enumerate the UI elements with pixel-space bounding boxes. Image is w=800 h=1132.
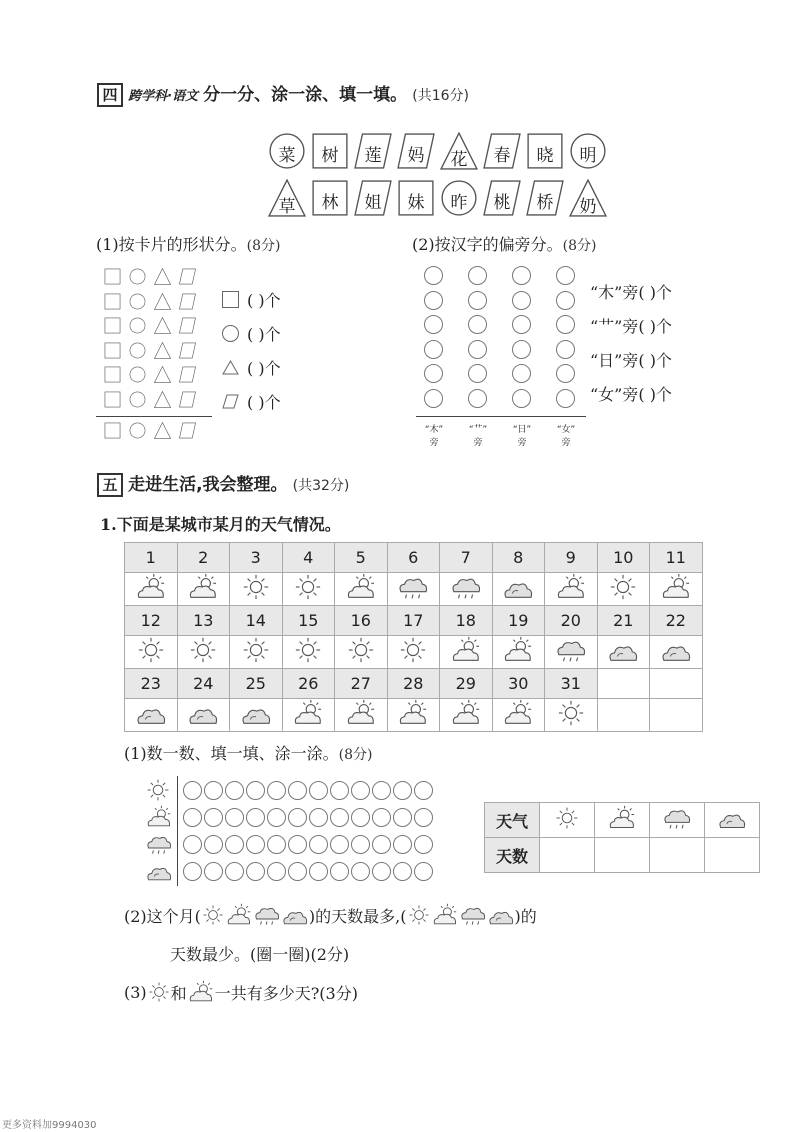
radical-tally-circle[interactable] — [512, 364, 531, 383]
radical-tally-circle[interactable] — [512, 389, 531, 408]
triangle-count-blank[interactable]: ( )个 — [247, 358, 281, 378]
rain-icon — [450, 573, 482, 601]
parallelogram-tally-cell[interactable] — [179, 268, 196, 285]
char-card-parallelogram — [354, 179, 392, 217]
shape-tally-row — [104, 317, 196, 334]
s5-q1-label: (1)数一数、填一填、涂一涂。(8分) — [124, 744, 373, 763]
calendar-date: 9 — [545, 543, 598, 573]
radical-tally-circle[interactable] — [512, 315, 531, 334]
square-tally-cell[interactable] — [104, 342, 121, 359]
bubble-row — [183, 808, 435, 835]
s4-q1-label: (1)按卡片的形状分。(8分) — [96, 235, 281, 254]
calendar-date: 25 — [230, 669, 283, 699]
bubble-circle[interactable] — [330, 835, 349, 854]
bubble-circle[interactable] — [351, 862, 370, 881]
char-card-parallelogram — [397, 132, 435, 170]
bubble-circle[interactable] — [372, 781, 391, 800]
calendar-date: 20 — [545, 606, 598, 636]
char-card-text: 林 — [321, 193, 339, 213]
bubble-circle[interactable] — [309, 835, 328, 854]
partly-cloudy-icon — [187, 980, 215, 1004]
section5-score: (共32分) — [292, 478, 350, 494]
radical-axis-label: “艹” 旁 — [468, 425, 488, 448]
char-card-square — [397, 179, 435, 217]
square-tally-cell[interactable] — [104, 391, 121, 408]
char-card-text: 妹 — [407, 193, 425, 213]
bubble-circle[interactable] — [309, 781, 328, 800]
triangle-tally-cell[interactable] — [154, 293, 171, 310]
bubble-circle[interactable] — [246, 808, 265, 827]
calendar-date: 28 — [387, 669, 440, 699]
rain-icon — [397, 573, 429, 601]
radical-tally-circle[interactable] — [556, 340, 575, 359]
bubble-legend — [145, 778, 173, 883]
char-card-circle — [440, 179, 478, 217]
bubble-circle[interactable] — [246, 862, 265, 881]
square-tally-cell[interactable] — [104, 422, 121, 439]
shape-tally-row — [104, 342, 196, 359]
radical-answer-cao[interactable]: “艹”旁( )个 — [590, 317, 672, 336]
radical-tally-circle[interactable] — [468, 266, 487, 285]
section4-title: 分一分、涂一涂、填一填。 — [203, 85, 408, 105]
partly-cloudy-icon — [345, 699, 377, 727]
calendar-date-row — [125, 543, 703, 573]
triangle-tally-cell[interactable] — [154, 422, 171, 439]
sun-icon — [397, 636, 429, 664]
parallelogram-tally-cell[interactable] — [179, 366, 196, 383]
square-tally-cell[interactable] — [104, 317, 121, 334]
calendar-date: 11 — [650, 543, 703, 573]
s5-q3: (3) 和 一共有多少天?(3分) — [124, 980, 358, 1004]
circle-tally-cell[interactable] — [129, 342, 146, 359]
bubble-circle[interactable] — [330, 808, 349, 827]
bubble-circle[interactable] — [183, 862, 202, 881]
char-card-text: 晓 — [536, 146, 554, 166]
bubble-circle[interactable] — [393, 781, 412, 800]
char-card-text: 花 — [450, 150, 468, 170]
calendar-date: 18 — [440, 606, 493, 636]
circle-tally-cell[interactable] — [129, 422, 146, 439]
radical-tally-circle[interactable] — [424, 315, 443, 334]
partly-cloudy-icon — [502, 699, 534, 727]
square-count-blank[interactable]: ( )个 — [247, 290, 281, 310]
cards-row-2 — [268, 179, 608, 219]
s4-q2-label: (2)按汉字的偏旁分。(8分) — [412, 235, 597, 254]
bubble-circle[interactable] — [372, 808, 391, 827]
bubble-circle[interactable] — [183, 835, 202, 854]
bubble-circle[interactable] — [267, 808, 286, 827]
bubble-circle[interactable] — [372, 862, 391, 881]
bubble-circle[interactable] — [204, 781, 223, 800]
bubble-circle[interactable] — [351, 781, 370, 800]
char-card-text: 昨 — [450, 193, 468, 213]
parallelogram-tally-cell[interactable] — [179, 293, 196, 310]
triangle-tally-cell[interactable] — [154, 317, 171, 334]
circle-tally-cell[interactable] — [129, 268, 146, 285]
partly-days-input[interactable] — [595, 838, 650, 873]
cloudy-icon — [717, 805, 747, 831]
char-card-parallelogram — [483, 179, 521, 217]
calendar-date: 17 — [387, 606, 440, 636]
char-card-text: 春 — [493, 146, 511, 166]
bubble-circle[interactable] — [225, 808, 244, 827]
bubble-circle[interactable] — [225, 781, 244, 800]
section4-number: 四 — [97, 83, 123, 107]
char-card-text: 莲 — [364, 146, 382, 166]
shape-tally-row — [104, 366, 196, 383]
radical-tally-circle[interactable] — [556, 364, 575, 383]
partly-cloudy-icon — [145, 805, 173, 829]
partly-cloudy-icon[interactable] — [225, 903, 253, 927]
radical-tally-circle[interactable] — [424, 266, 443, 285]
calendar-date: 16 — [335, 606, 388, 636]
shape-answers — [222, 282, 281, 418]
bubble-circle[interactable] — [414, 835, 433, 854]
calendar-date: 3 — [230, 543, 283, 573]
calendar-weather-row — [125, 699, 703, 732]
char-card-square — [311, 132, 349, 170]
cloudy-icon — [135, 699, 167, 727]
partly-cloudy-icon — [345, 573, 377, 601]
partly-cloudy-icon — [135, 573, 167, 601]
bubble-circle[interactable] — [414, 781, 433, 800]
shape-tally-row — [104, 293, 196, 310]
bubble-row — [183, 835, 435, 862]
calendar-date: 10 — [597, 543, 650, 573]
table-label-days: 天数 — [485, 838, 540, 873]
calendar-date: 8 — [492, 543, 545, 573]
circle-tally-cell[interactable] — [129, 366, 146, 383]
circle-tally-cell[interactable] — [129, 391, 146, 408]
bubble-circle[interactable] — [288, 781, 307, 800]
calendar-date: 15 — [282, 606, 335, 636]
parallelogram-count-blank[interactable]: ( )个 — [247, 392, 281, 412]
radical-axis-label: “女” 旁 — [556, 425, 576, 448]
bubble-circle[interactable] — [393, 808, 412, 827]
bubble-circle[interactable] — [330, 862, 349, 881]
parallelogram-tally-cell[interactable] — [179, 342, 196, 359]
rain-icon[interactable] — [459, 903, 487, 927]
rain-icon — [555, 636, 587, 664]
bubble-circle[interactable] — [372, 835, 391, 854]
square-tally-cell[interactable] — [104, 268, 121, 285]
bubble-circle[interactable] — [225, 835, 244, 854]
bubble-circle[interactable] — [414, 862, 433, 881]
bubble-circle[interactable] — [183, 808, 202, 827]
footer-note: 更多资料加9994030 — [2, 1120, 97, 1131]
sun-icon — [147, 981, 171, 1003]
calendar-date: 14 — [230, 606, 283, 636]
parallelogram-icon — [222, 394, 239, 409]
sun-icon — [607, 573, 639, 601]
radical-tally-circle[interactable] — [468, 315, 487, 334]
calendar-date-row — [125, 606, 703, 636]
section4-header — [97, 80, 469, 107]
bubble-circle[interactable] — [225, 862, 244, 881]
partly-cloudy-icon — [660, 573, 692, 601]
section5-title: 走进生活,我会整理。 — [128, 475, 288, 495]
radical-tally-circle[interactable] — [424, 389, 443, 408]
bubble-circle[interactable] — [309, 808, 328, 827]
radical-tally-circle[interactable] — [512, 340, 531, 359]
bubble-circle[interactable] — [351, 808, 370, 827]
calendar-date: 4 — [282, 543, 335, 573]
partly-cloudy-icon — [555, 573, 587, 601]
partly-cloudy-icon — [502, 636, 534, 664]
calendar-date: 12 — [125, 606, 178, 636]
bubble-rows — [183, 781, 435, 889]
partly-cloudy-icon — [397, 699, 429, 727]
char-card-text: 明 — [579, 146, 597, 166]
bubble-circle[interactable] — [267, 835, 286, 854]
cloudy-icon[interactable] — [487, 903, 515, 927]
char-card-square — [526, 132, 564, 170]
radical-tally-circle[interactable] — [424, 291, 443, 310]
radical-tally-circle[interactable] — [556, 315, 575, 334]
parallelogram-tally-cell[interactable] — [179, 391, 196, 408]
bubble-circle[interactable] — [393, 862, 412, 881]
char-card-text: 草 — [278, 197, 296, 217]
bubble-circle[interactable] — [246, 781, 265, 800]
calendar-date: 26 — [282, 669, 335, 699]
rain-icon — [145, 832, 173, 856]
s5-q2-line2: 天数最少。(圈一圈)(2分) — [170, 945, 350, 964]
sunny-days-input[interactable] — [540, 838, 595, 873]
triangle-tally-cell[interactable] — [154, 366, 171, 383]
rain-days-input[interactable] — [650, 838, 705, 873]
radical-tally-circle[interactable] — [468, 389, 487, 408]
square-tally-cell[interactable] — [104, 366, 121, 383]
bubble-circle[interactable] — [267, 781, 286, 800]
char-card-text: 菜 — [278, 146, 296, 166]
char-card-triangle — [569, 179, 607, 217]
calendar-date: 31 — [545, 669, 598, 699]
bubble-circle[interactable] — [330, 781, 349, 800]
bubble-circle[interactable] — [351, 835, 370, 854]
calendar-date: 5 — [335, 543, 388, 573]
sun-icon — [345, 636, 377, 664]
circle-icon — [222, 325, 239, 342]
triangle-tally-cell[interactable] — [154, 268, 171, 285]
s5-p1: 1.下面是某城市某月的天气情况。 — [100, 515, 341, 534]
bubble-circle[interactable] — [288, 808, 307, 827]
parallelogram-tally-cell[interactable] — [179, 317, 196, 334]
radical-tally-circle[interactable] — [512, 291, 531, 310]
radical-answers — [590, 282, 672, 418]
sun-icon — [554, 806, 580, 830]
calendar-date: 6 — [387, 543, 440, 573]
section4-tag: 跨学科·语文 — [128, 89, 199, 104]
square-tally-cell[interactable] — [104, 293, 121, 310]
section5-number: 五 — [97, 473, 123, 497]
partly-cloudy-icon — [187, 573, 219, 601]
radical-tally-circle[interactable] — [512, 266, 531, 285]
bubble-circle[interactable] — [204, 808, 223, 827]
calendar-date — [650, 669, 703, 699]
section5-header — [97, 470, 349, 497]
table-label-weather: 天气 — [485, 803, 540, 838]
cloudy-icon[interactable] — [281, 903, 309, 927]
sun-icon — [555, 699, 587, 727]
char-card-square — [311, 179, 349, 217]
cloudy-icon — [607, 636, 639, 664]
partly-cloudy-icon — [292, 699, 324, 727]
partly-cloudy-icon — [450, 699, 482, 727]
char-card-text: 树 — [321, 146, 339, 166]
partly-cloudy-icon — [450, 636, 482, 664]
char-card-circle — [569, 132, 607, 170]
radical-axis-label: “木” 旁 — [424, 425, 444, 448]
triangle-tally-cell[interactable] — [154, 391, 171, 408]
bubble-row — [183, 862, 435, 889]
radical-axis-label: “日” 旁 — [512, 425, 532, 448]
radical-grid-baseline — [416, 416, 586, 417]
bubble-row — [183, 781, 435, 808]
bubble-circle[interactable] — [267, 862, 286, 881]
cloudy-icon — [502, 573, 534, 601]
calendar-date-row — [125, 669, 703, 699]
char-card-triangle — [440, 132, 478, 170]
cloudy-icon — [145, 859, 173, 883]
calendar-date: 30 — [492, 669, 545, 699]
calendar-date — [597, 669, 650, 699]
radical-tally-circle[interactable] — [556, 389, 575, 408]
circle-tally-cell[interactable] — [129, 317, 146, 334]
rain-icon — [662, 805, 692, 831]
radical-tally-circle[interactable] — [556, 266, 575, 285]
cloudy-icon — [660, 636, 692, 664]
cloudy-days-input[interactable] — [705, 838, 760, 873]
s5-q2-line1: (2)这个月( )的天数最多,( )的 — [124, 903, 537, 927]
calendar-date: 24 — [177, 669, 230, 699]
bubble-circle[interactable] — [414, 808, 433, 827]
char-card-text: 奶 — [579, 197, 597, 217]
bubble-circle[interactable] — [183, 781, 202, 800]
char-card-text: 桥 — [536, 193, 554, 213]
bubble-circle[interactable] — [204, 835, 223, 854]
triangle-tally-cell[interactable] — [154, 342, 171, 359]
shape-tally-row — [104, 422, 196, 439]
radical-tally-circle[interactable] — [424, 340, 443, 359]
shape-tally-row — [104, 268, 196, 285]
triangle-icon — [222, 360, 239, 375]
bubble-circle[interactable] — [393, 835, 412, 854]
radical-tally-circle[interactable] — [468, 291, 487, 310]
char-card-circle — [268, 132, 306, 170]
cards-row-1 — [268, 132, 608, 172]
sun-icon[interactable] — [201, 904, 225, 926]
sun-icon — [292, 636, 324, 664]
char-card-text: 桃 — [493, 193, 511, 213]
sun-icon — [135, 636, 167, 664]
weather-calendar — [124, 542, 703, 732]
weather-count-table — [484, 802, 760, 873]
radical-answer-mu[interactable]: “木”旁( )个 — [590, 283, 672, 302]
cloudy-icon — [240, 699, 272, 727]
sun-icon — [145, 778, 171, 802]
bubble-axis — [177, 776, 178, 886]
radical-tally-circle[interactable] — [556, 291, 575, 310]
radical-answer-nv[interactable]: “女”旁( )个 — [590, 385, 672, 404]
calendar-date: 7 — [440, 543, 493, 573]
char-card-parallelogram — [354, 132, 392, 170]
calendar-date: 29 — [440, 669, 493, 699]
partly-cloudy-icon — [607, 805, 637, 831]
circle-count-blank[interactable]: ( )个 — [247, 324, 281, 344]
sun-icon — [240, 636, 272, 664]
bubble-circle[interactable] — [288, 835, 307, 854]
char-card-text: 妈 — [407, 146, 425, 166]
square-icon — [222, 291, 239, 308]
cloudy-icon — [187, 699, 219, 727]
sun-icon[interactable] — [407, 904, 431, 926]
sun-icon — [292, 573, 324, 601]
calendar-date: 21 — [597, 606, 650, 636]
sun-icon — [240, 573, 272, 601]
circle-tally-cell[interactable] — [129, 293, 146, 310]
char-card-parallelogram — [483, 132, 521, 170]
calendar-weather-row — [125, 636, 703, 669]
bubble-circle[interactable] — [246, 835, 265, 854]
radical-tally-circle[interactable] — [424, 364, 443, 383]
radical-tally-circle[interactable] — [468, 340, 487, 359]
char-card-triangle — [268, 179, 306, 217]
calendar-date: 13 — [177, 606, 230, 636]
calendar-date: 22 — [650, 606, 703, 636]
radical-tally-circle[interactable] — [468, 364, 487, 383]
sun-icon — [187, 636, 219, 664]
bubble-circle[interactable] — [309, 862, 328, 881]
section4-score: (共16分) — [412, 88, 469, 104]
shape-tally-row — [104, 391, 196, 408]
radical-answer-ri[interactable]: “日”旁( )个 — [590, 351, 672, 370]
calendar-date: 23 — [125, 669, 178, 699]
shape-grid-baseline — [96, 416, 212, 417]
bubble-circle[interactable] — [204, 862, 223, 881]
char-card-text: 姐 — [364, 193, 382, 213]
char-card-parallelogram — [526, 179, 564, 217]
calendar-weather-row — [125, 573, 703, 606]
calendar-date: 1 — [125, 543, 178, 573]
bubble-circle[interactable] — [288, 862, 307, 881]
calendar-date: 2 — [177, 543, 230, 573]
parallelogram-tally-cell[interactable] — [179, 422, 196, 439]
calendar-date: 27 — [335, 669, 388, 699]
partly-cloudy-icon[interactable] — [431, 903, 459, 927]
calendar-date: 19 — [492, 606, 545, 636]
rain-icon[interactable] — [253, 903, 281, 927]
